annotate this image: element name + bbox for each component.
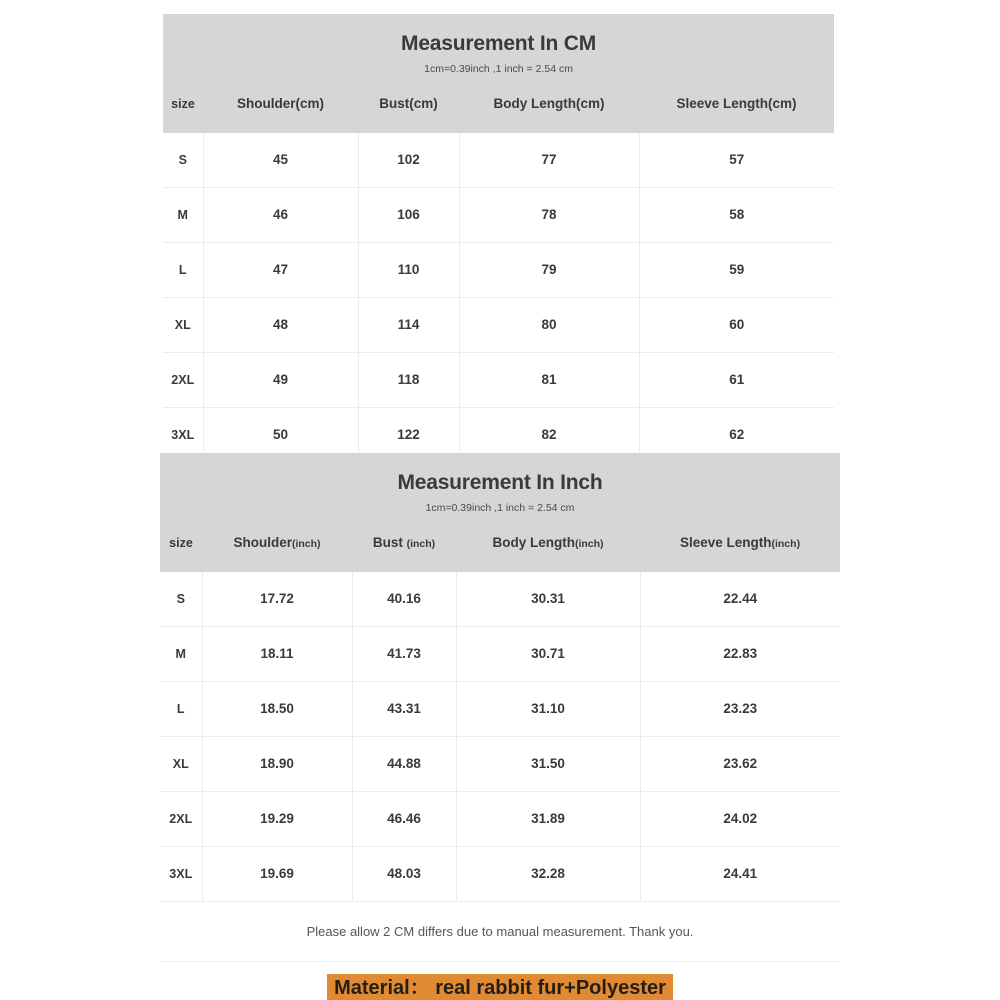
cm-header-bust: Bust(cm) [358, 95, 459, 133]
inch-cell-sleeve-length: 24.02 [640, 791, 840, 846]
cm-cell-size: 3XL [163, 407, 203, 462]
cm-cell-size: S [163, 133, 203, 188]
measurement-cm-table-block [163, 14, 834, 462]
table-row [160, 681, 840, 736]
inch-cell-bust: 46.46 [352, 791, 456, 846]
cm-cell-body-length: 80 [459, 297, 639, 352]
measurement-inch-table [160, 453, 840, 1000]
cm-header-body-length: Body Length(cm) [459, 95, 639, 133]
inch-cell-body-length: 31.89 [456, 791, 640, 846]
inch-header-bust-unit: (inch) [406, 537, 436, 550]
inch-column-header-row [160, 534, 840, 572]
inch-header-sleeve-length-label: Sleeve Length [679, 534, 772, 550]
cm-cell-shoulder: 47 [203, 242, 358, 297]
cm-cell-shoulder: 45 [203, 133, 358, 188]
cm-cell-bust: 106 [358, 187, 459, 242]
cm-cell-shoulder: 46 [203, 187, 358, 242]
cm-cell-shoulder: 49 [203, 352, 358, 407]
inch-cell-shoulder: 19.69 [202, 846, 352, 901]
inch-header-sleeve-length [640, 534, 840, 572]
cm-cell-shoulder: 50 [203, 407, 358, 462]
cm-cell-size: M [163, 187, 203, 242]
cm-cell-bust: 122 [358, 407, 459, 462]
inch-header-shoulder-unit: (inch) [291, 537, 321, 550]
inch-cell-bust: 44.88 [352, 736, 456, 791]
table-row [160, 572, 840, 627]
table-row [160, 791, 840, 846]
cm-cell-size: XL [163, 297, 203, 352]
inch-cell-sleeve-length: 23.62 [640, 736, 840, 791]
inch-table-title: Measurement In Inch [160, 453, 840, 494]
table-row [160, 846, 840, 901]
cm-cell-sleeve-length: 59 [639, 242, 834, 297]
cm-cell-sleeve-length: 58 [639, 187, 834, 242]
cm-column-header-row [163, 95, 834, 133]
inch-cell-sleeve-length: 22.83 [640, 626, 840, 681]
cm-title-row [163, 14, 834, 55]
measurement-note: Please allow 2 CM differs due to manual measurement. Thank you. [160, 901, 840, 961]
table-row [163, 133, 834, 188]
inch-cell-bust: 40.16 [352, 572, 456, 627]
cm-cell-shoulder: 48 [203, 297, 358, 352]
table-row [163, 187, 834, 242]
inch-cell-size: M [160, 626, 202, 681]
inch-cell-body-length: 31.10 [456, 681, 640, 736]
inch-cell-sleeve-length: 24.41 [640, 846, 840, 901]
material-cell [160, 961, 840, 1000]
inch-table-subtitle: 1cm=0.39inch ,1 inch = 2.54 cm [160, 494, 840, 534]
cm-cell-sleeve-length: 61 [639, 352, 834, 407]
cm-cell-bust: 110 [358, 242, 459, 297]
cm-cell-sleeve-length: 57 [639, 133, 834, 188]
inch-cell-bust: 48.03 [352, 846, 456, 901]
cm-header-size: size [163, 95, 203, 133]
inch-cell-shoulder: 17.72 [202, 572, 352, 627]
measurement-cm-table [163, 14, 834, 462]
cm-table-subtitle: 1cm=0.39inch ,1 inch = 2.54 cm [163, 55, 834, 95]
inch-cell-sleeve-length: 22.44 [640, 572, 840, 627]
inch-cell-sleeve-length: 23.23 [640, 681, 840, 736]
cm-cell-bust: 114 [358, 297, 459, 352]
table-row [163, 352, 834, 407]
inch-header-body-length [456, 534, 640, 572]
inch-header-sleeve-length-unit: (inch) [771, 537, 801, 550]
cm-cell-size: 2XL [163, 352, 203, 407]
cm-cell-body-length: 81 [459, 352, 639, 407]
cm-cell-sleeve-length: 60 [639, 297, 834, 352]
cm-subtitle-row [163, 55, 834, 95]
inch-cell-body-length: 30.31 [456, 572, 640, 627]
inch-cell-shoulder: 18.11 [202, 626, 352, 681]
inch-cell-bust: 41.73 [352, 626, 456, 681]
cm-cell-bust: 102 [358, 133, 459, 188]
inch-title-row [160, 453, 840, 494]
inch-cell-shoulder: 18.90 [202, 736, 352, 791]
inch-cell-body-length: 30.71 [456, 626, 640, 681]
inch-header-body-length-unit: (inch) [574, 537, 604, 550]
inch-cell-size: 3XL [160, 846, 202, 901]
table-row [160, 736, 840, 791]
material-row [160, 961, 840, 1000]
cm-header-sleeve-length: Sleeve Length(cm) [639, 95, 834, 133]
inch-header-shoulder-label: Shoulder [233, 534, 292, 550]
cm-cell-size: L [163, 242, 203, 297]
cm-cell-body-length: 82 [459, 407, 639, 462]
inch-subtitle-row [160, 494, 840, 534]
table-row [163, 297, 834, 352]
inch-header-body-length-label: Body Length [492, 534, 575, 550]
inch-cell-size: XL [160, 736, 202, 791]
inch-cell-bust: 43.31 [352, 681, 456, 736]
inch-cell-size: 2XL [160, 791, 202, 846]
cm-cell-bust: 118 [358, 352, 459, 407]
cm-header-shoulder: Shoulder(cm) [203, 95, 358, 133]
inch-header-bust-label: Bust [372, 534, 407, 550]
inch-cell-body-length: 31.50 [456, 736, 640, 791]
table-row [163, 242, 834, 297]
cm-cell-sleeve-length: 62 [639, 407, 834, 462]
table-row [160, 626, 840, 681]
inch-header-size: size [160, 534, 202, 572]
cm-table-title: Measurement In CM [163, 14, 834, 55]
inch-cell-size: L [160, 681, 202, 736]
cm-cell-body-length: 77 [459, 133, 639, 188]
measurement-note-row [160, 901, 840, 961]
inch-header-shoulder [202, 534, 352, 572]
inch-cell-body-length: 32.28 [456, 846, 640, 901]
inch-cell-size: S [160, 572, 202, 627]
cm-cell-body-length: 79 [459, 242, 639, 297]
inch-cell-shoulder: 19.29 [202, 791, 352, 846]
cm-cell-body-length: 78 [459, 187, 639, 242]
inch-cell-shoulder: 18.50 [202, 681, 352, 736]
measurement-inch-table-block [160, 453, 840, 1000]
inch-header-bust [352, 534, 456, 572]
material-badge: Material： real rabbit fur+Polyester [327, 974, 673, 1000]
